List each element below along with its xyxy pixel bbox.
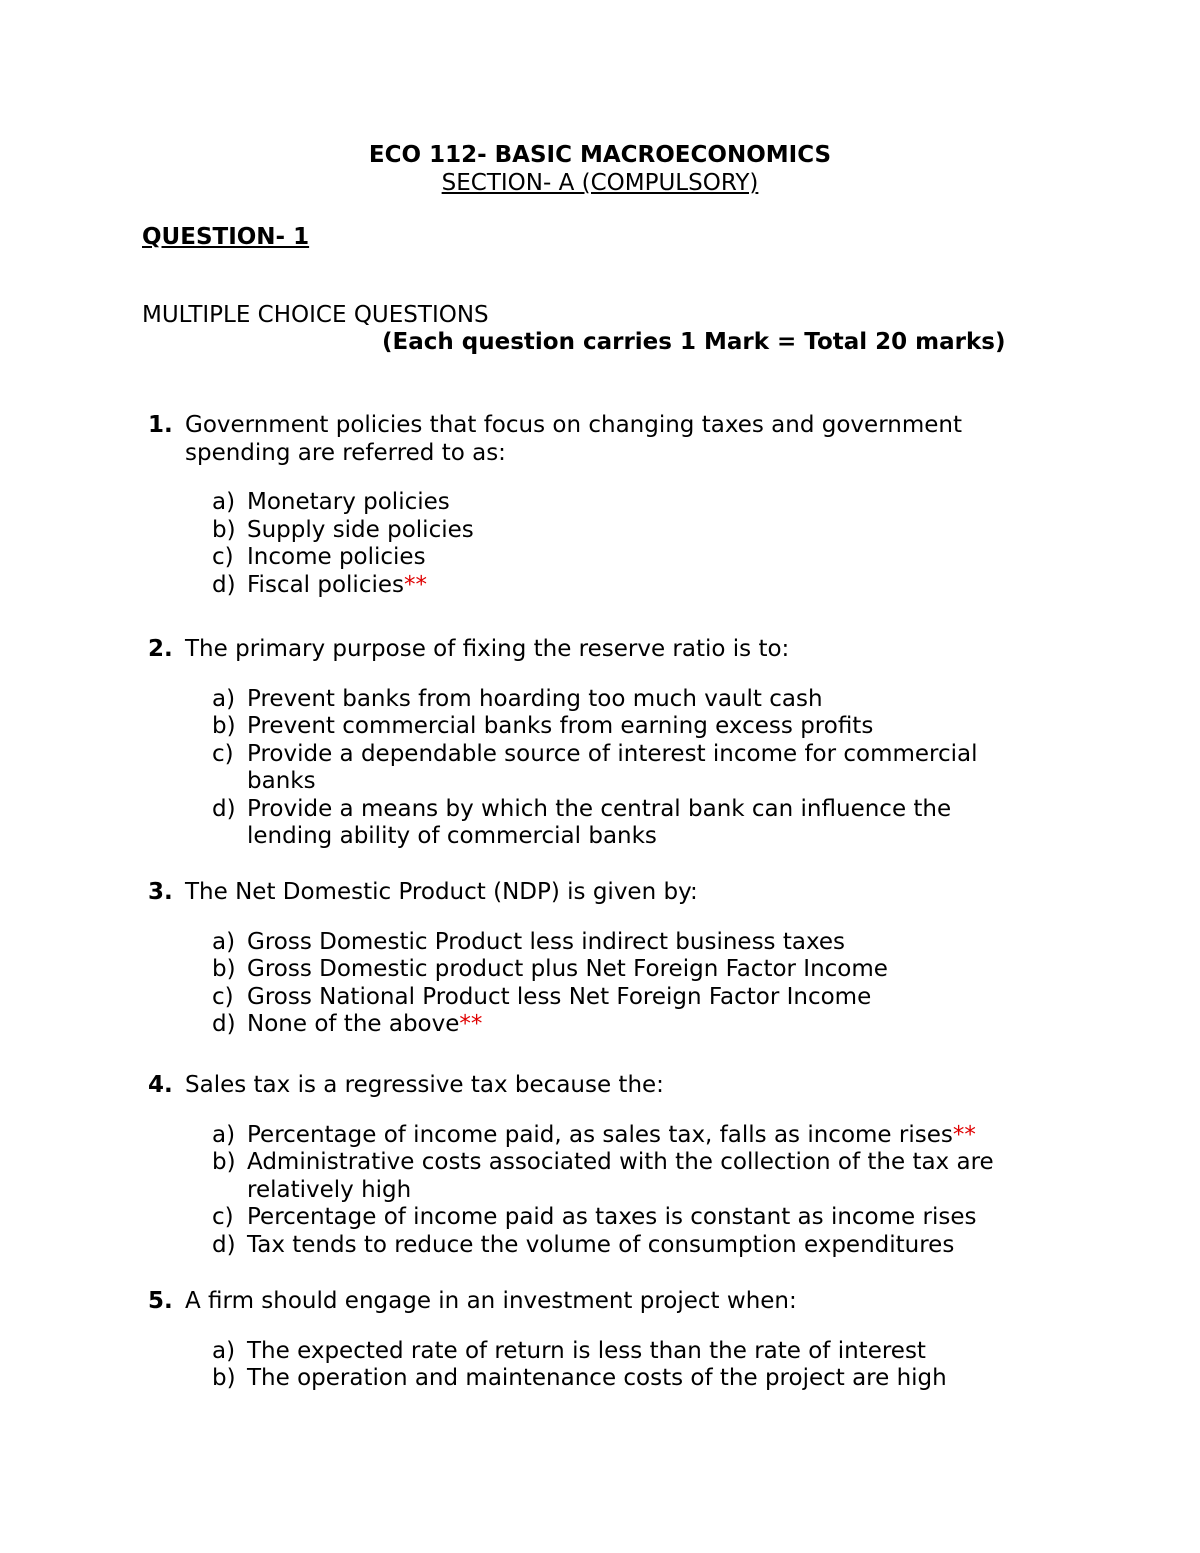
option-text: Provide a means by which the central bank can influence the lending ability of commercial banks (247, 795, 952, 849)
question-number: 1. (148, 412, 173, 438)
question-text: Government policies that focus on changing taxes and government spending are referred to as: (185, 412, 962, 466)
question-number: 3. (148, 879, 173, 905)
option-letter: a) (212, 489, 236, 515)
option-list (148, 1338, 1028, 1393)
option-letter: c) (212, 1204, 234, 1230)
option-item (148, 1149, 1028, 1204)
option-letter: c) (212, 544, 234, 570)
option-text: Percentage of income paid as taxes is constant as income rises (247, 1204, 977, 1230)
question-stem (148, 412, 1028, 467)
option-text: Supply side policies (247, 516, 474, 543)
option-letter: c) (212, 740, 234, 767)
option-text: Percentage of income paid, as sales tax, falls as income rises (247, 1121, 953, 1148)
option-letter: b) (212, 956, 236, 982)
option-item (148, 1338, 1028, 1366)
question-stem (148, 879, 1028, 907)
option-text: Gross Domestic product plus Net Foreign Factor Income (247, 956, 888, 982)
option-list (148, 489, 1028, 599)
option-item (148, 984, 1028, 1012)
section-title: SECTION- A (COMPULSORY) (441, 170, 759, 196)
option-item (148, 741, 1028, 796)
option-letter: a) (212, 1121, 236, 1148)
option-item (148, 517, 1028, 545)
option-letter: a) (212, 685, 236, 712)
answer-marker: ** (952, 1121, 976, 1148)
option-letter: b) (212, 713, 236, 739)
option-item (148, 1011, 1028, 1039)
question-number: 5. (148, 1288, 173, 1314)
document-title: ECO 112- BASIC MACROECONOMICS (368, 142, 832, 168)
option-item (148, 1122, 1028, 1150)
marks-note: (Each question carries 1 Mark = Total 20 marks) (382, 329, 1006, 355)
option-item (148, 489, 1028, 517)
option-text: The expected rate of return is less than the rate of interest (247, 1337, 926, 1364)
question-number: 4. (148, 1072, 173, 1098)
option-text: The operation and maintenance costs of the project are high (247, 1365, 947, 1391)
option-item (148, 1204, 1028, 1232)
option-letter: d) (212, 571, 236, 598)
question-text: The Net Domestic Product (NDP) is given by: (185, 879, 698, 905)
option-list (148, 929, 1028, 1039)
option-item (148, 1232, 1028, 1260)
option-text: None of the above (247, 1011, 460, 1037)
option-item (148, 796, 1028, 851)
question-1 (148, 412, 1028, 599)
question-text: The primary purpose of fixing the reserve ratio is to: (185, 636, 790, 662)
option-item (148, 686, 1028, 714)
question-stem (148, 636, 1028, 664)
question-number: 2. (148, 636, 173, 662)
option-letter: d) (212, 1011, 236, 1037)
option-letter: b) (212, 1365, 236, 1391)
question-text: Sales tax is a regressive tax because the: (185, 1072, 664, 1098)
option-letter: b) (212, 516, 236, 543)
option-item (148, 1365, 1028, 1393)
question-5 (148, 1288, 1028, 1393)
question-2 (148, 636, 1028, 851)
option-text: Income policies (247, 544, 426, 570)
option-text: Monetary policies (247, 489, 450, 515)
option-item (148, 572, 1028, 600)
question-3 (148, 879, 1028, 1039)
answer-marker: ** (459, 1011, 483, 1037)
option-text: Provide a dependable source of interest income for commercial banks (247, 740, 978, 794)
answer-marker: ** (404, 571, 427, 598)
question-text: A firm should engage in an investment project when: (185, 1288, 797, 1314)
option-letter: c) (212, 983, 234, 1010)
option-letter: a) (212, 928, 236, 955)
option-text: Administrative costs associated with the collection of the tax are relatively high (247, 1149, 994, 1203)
option-text: Tax tends to reduce the volume of consumption expenditures (247, 1231, 955, 1258)
option-list (148, 686, 1028, 851)
option-letter: b) (212, 1149, 236, 1175)
option-text: Fiscal policies (247, 571, 404, 598)
option-letter: d) (212, 795, 236, 822)
option-item (148, 713, 1028, 741)
option-text: Gross Domestic Product less indirect business taxes (247, 928, 845, 955)
option-list (148, 1122, 1028, 1260)
question-stem (148, 1072, 1028, 1100)
option-item (148, 544, 1028, 572)
question-4 (148, 1072, 1028, 1259)
option-item (148, 956, 1028, 984)
option-item (148, 929, 1028, 957)
option-text: Gross National Product less Net Foreign Factor Income (247, 983, 872, 1010)
option-text: Prevent commercial banks from earning excess profits (247, 713, 874, 739)
option-text: Prevent banks from hoarding too much vault cash (247, 685, 823, 712)
option-letter: a) (212, 1337, 236, 1364)
question-heading: QUESTION- 1 (142, 224, 310, 250)
option-letter: d) (212, 1231, 236, 1258)
question-stem (148, 1288, 1028, 1316)
mcq-heading: MULTIPLE CHOICE QUESTIONS (142, 302, 489, 328)
